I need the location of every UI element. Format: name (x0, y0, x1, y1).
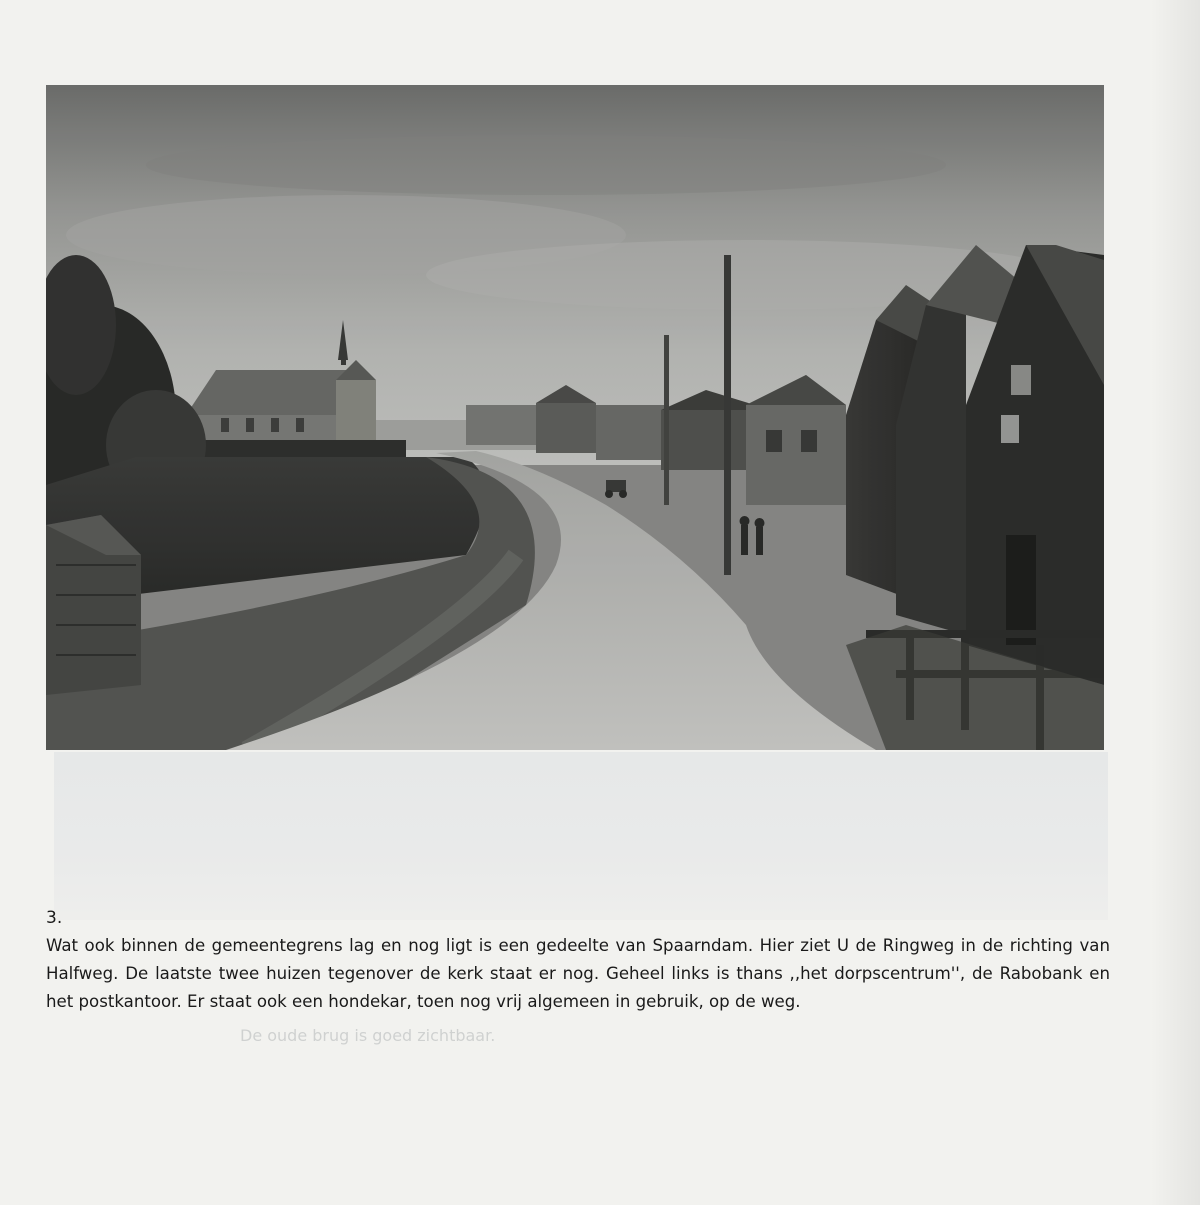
caption-text: Wat ook binnen de gemeentegrens lag en nog ligt is een gedeelte van Spaarndam. Hier ziet U de Ringweg in de richting van Halfweg. De laatste twee huizen tegenover de kerk staat er nog. Geheel links is thans ,,het dorpscentrum'', de Rabobank en het postkantoor. Er staat ook een hondekar, toen nog vrij algemeen in gebruik, op de weg. (46, 936, 1110, 1011)
village-street-photo-icon (46, 85, 1104, 750)
caption-number: 3. (46, 908, 63, 928)
historic-photo (46, 85, 1104, 750)
bleed-through-area (54, 752, 1108, 920)
bleed-through-text: De oude brug is goed zichtbaar. (240, 1026, 496, 1045)
